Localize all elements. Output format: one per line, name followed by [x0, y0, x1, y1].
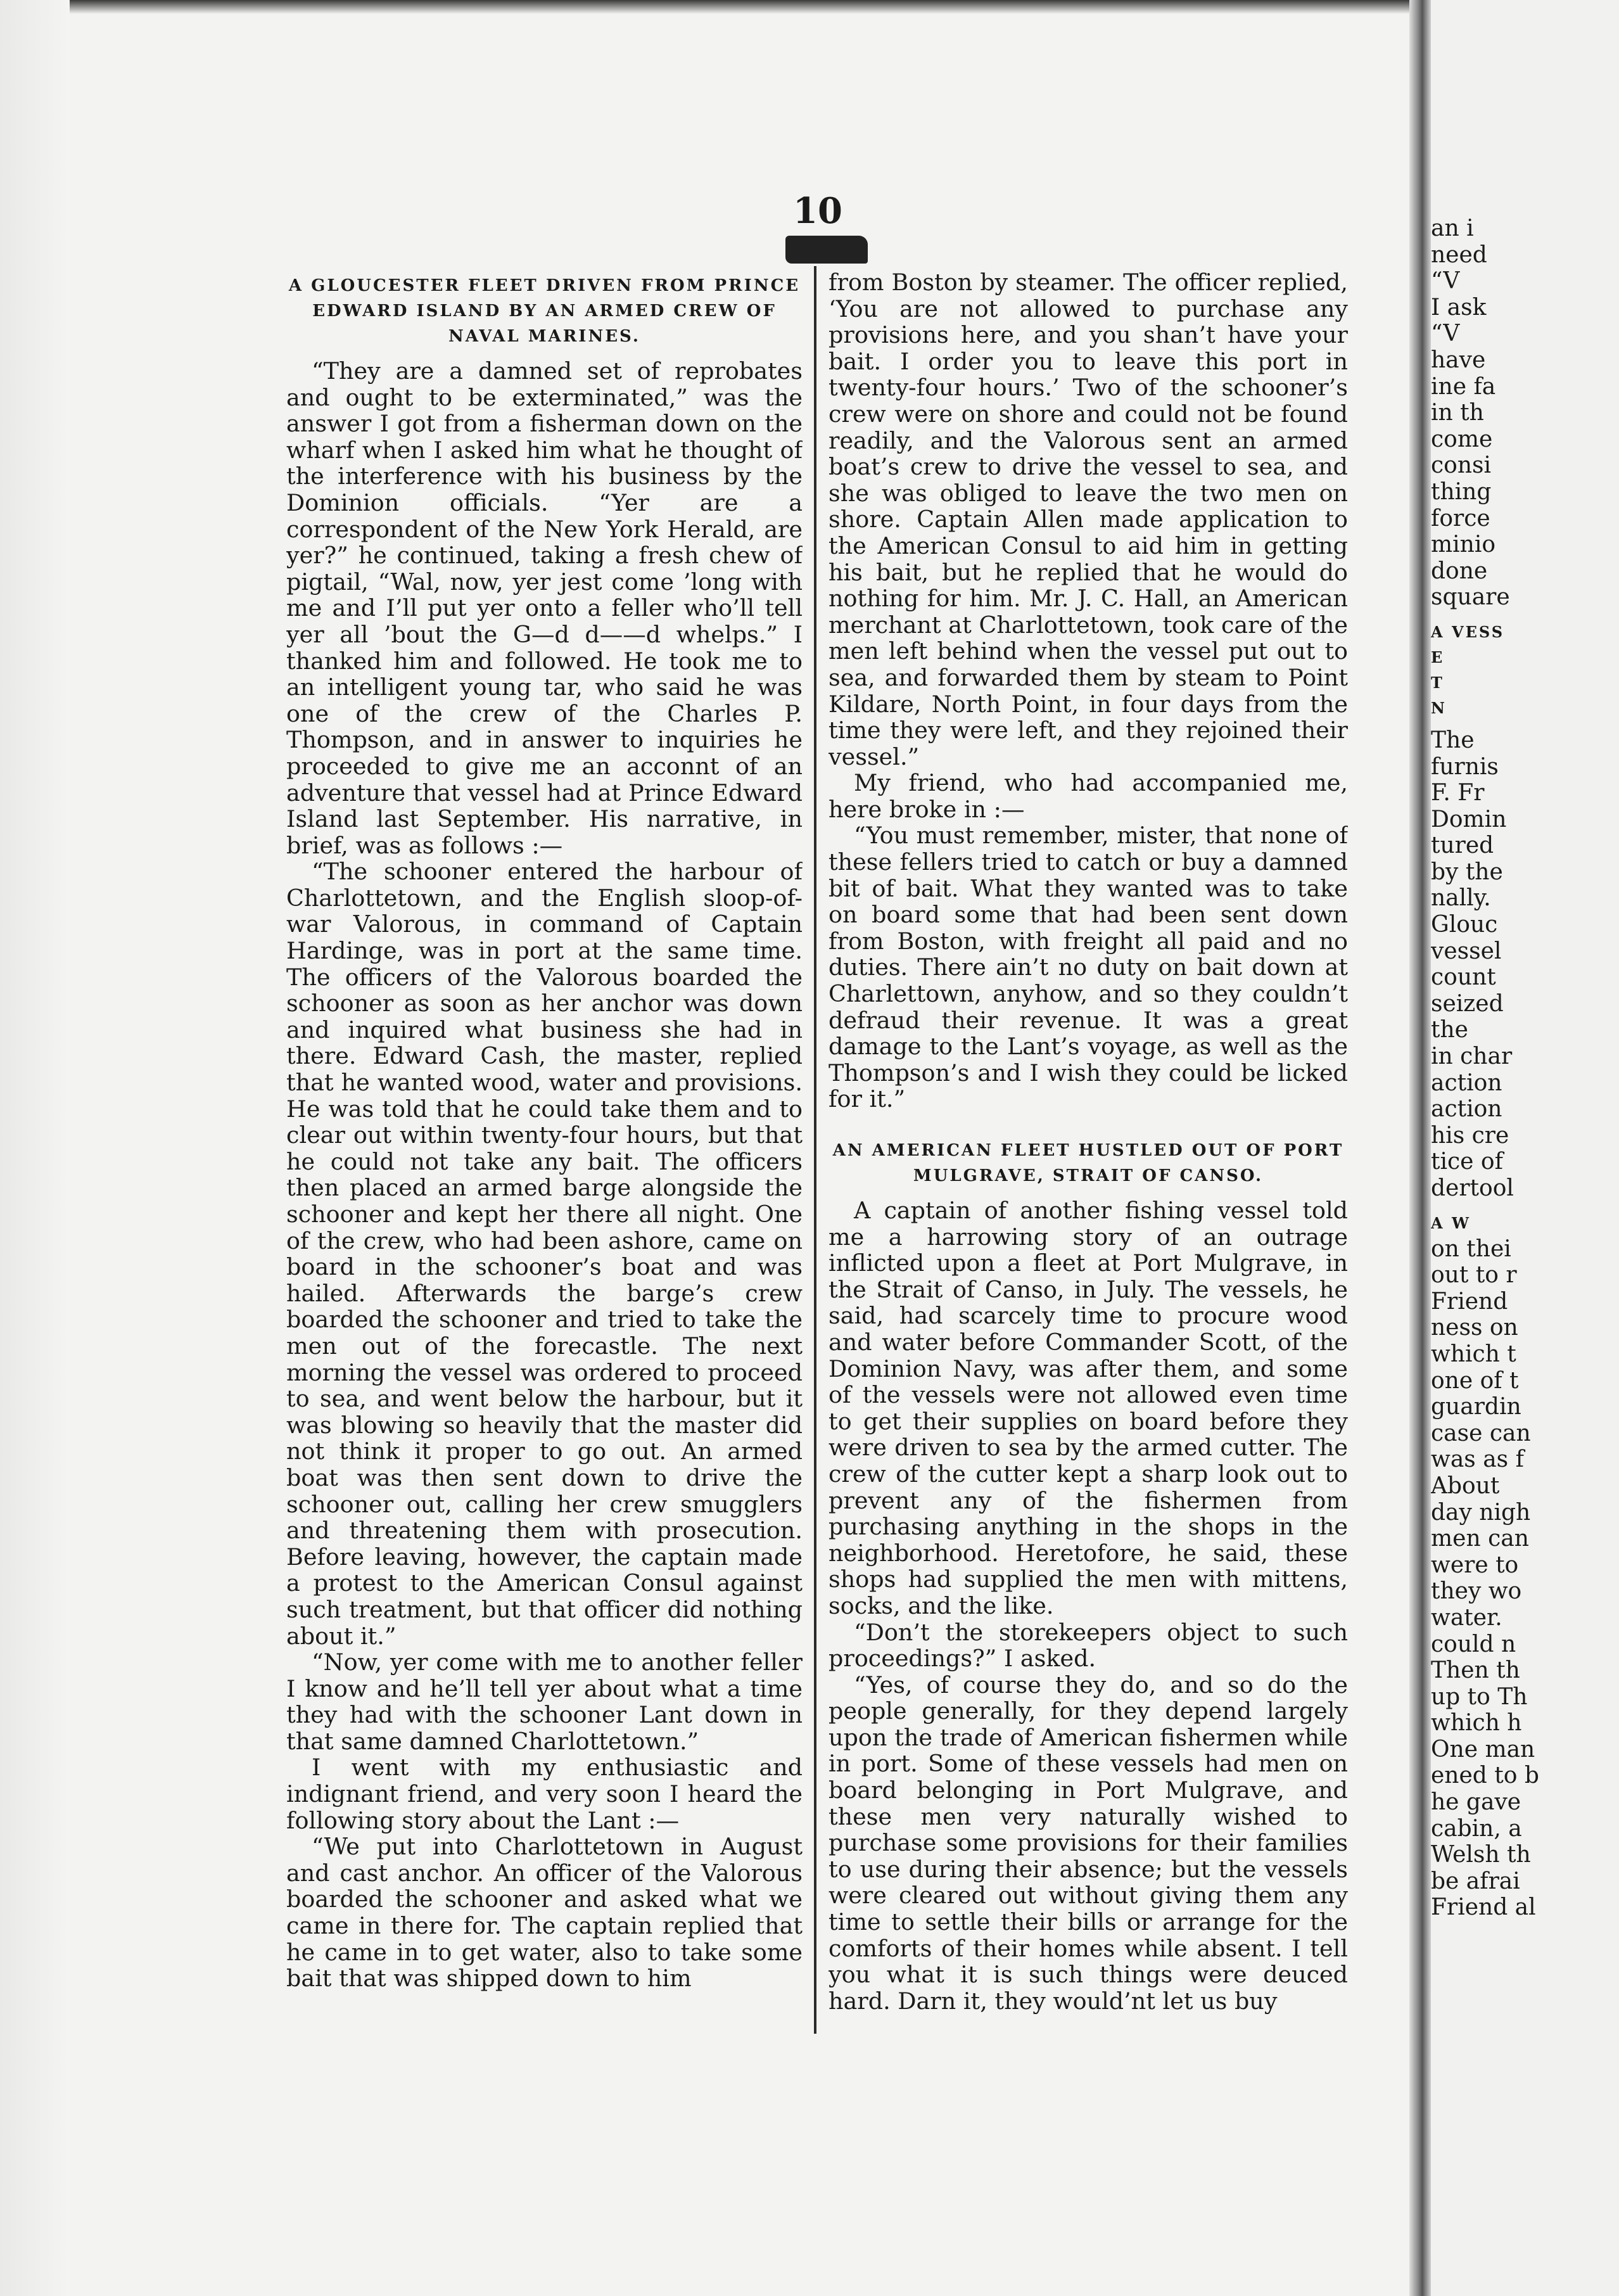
right-page-line: furnis [1431, 753, 1499, 780]
right-page-line: which t [1431, 1341, 1516, 1367]
right-page-line: guardin [1431, 1394, 1521, 1420]
right-page-line: consi [1431, 452, 1492, 479]
right-page-line: have [1431, 347, 1486, 373]
paragraph: A captain of another fishing vessel told me a harrowing story of an outrage inflicted upon a fleet at Port Mulgrave, in the Strait of Canso, in July. The vessels, he said, had scarcely time to procure wood and water before Commander Scott, of the Dominion Navy, was after them, and some of the vessels were not allowed even time to get their supplies on board before they were driven to sea by the armed cutter. The crew of the cutter kept a sharp look out to prevent any of the fishermen from purchasing anything in the shops in the neighborhood. Heretofore, he said, these shops had supplied the men with mittens, socks, and the like. [829, 1197, 1348, 1619]
right-page-line: square [1431, 584, 1510, 611]
right-page-line: Domin [1431, 806, 1507, 832]
scan-top-edge [0, 0, 1619, 14]
right-page-line: dertool [1431, 1175, 1514, 1201]
page-ornament [785, 236, 868, 264]
right-page-line: About [1431, 1472, 1500, 1499]
right-page-line: Welsh th [1431, 1842, 1531, 1868]
right-page-line: ine fa [1431, 373, 1496, 400]
book-gutter [1409, 0, 1431, 2296]
right-page-line: action [1431, 1096, 1502, 1123]
right-page-line: out to r [1431, 1262, 1517, 1289]
right-page-line: were to [1431, 1552, 1519, 1578]
middle-column [829, 269, 1348, 2014]
paragraph: “You must remember, mister, that none of these fellers tried to catch or buy a damned bit of bait. What they wanted was to take on board some that had been sent down from Boston, with freight all paid and no duties. There ain’t no duty on bait down at Charlettown, anyhow, and so they couldn’t defraud their revenue. It was a great damage to the Lant’s voyage, as well as the Thompson’s and I wish they could be licked for it.” [829, 822, 1348, 1113]
right-page-heading-line: A VESS [1431, 622, 1505, 641]
right-page-line: an i [1431, 215, 1474, 241]
right-page-line: ened to b [1431, 1763, 1539, 1789]
scan-left-margin [0, 0, 70, 2296]
right-page-line: I ask [1431, 294, 1487, 321]
paragraph: “They are a damned set of reprobates and ought to be exterminated,” was the answer I got from a fisherman down on the wharf when I asked him what he thought of the interference with his business by the Dominion officials. “Yer are a correspondent of the New York Herald, are yer?” he continued, taking a fresh chew of pigtail, “Wal, now, yer jest come ’long with me and I’ll put yer onto a feller who’ll tell yer all ’bout the G—d d——d whelps.” I thanked him and followed. He took me to an intelligent young tar, who said he was one of the crew of the Charles P. Thompson, and in answer to inquiries he proceeded to give me an acconnt of an adventure that vessel had at Prince Edward Island last September. His narrative, in brief, was as follows :— [286, 357, 803, 859]
paragraph: I went with my enthusiastic and indignant friend, and very soon I heard the following story about the Lant :— [286, 1754, 803, 1834]
right-page-line: force [1431, 505, 1490, 532]
right-page-heading: A W [1431, 1213, 1471, 1232]
column-rule [814, 266, 816, 2034]
right-page-line: Glouc [1431, 912, 1498, 938]
right-page-line: nally. [1431, 885, 1491, 912]
right-page-line: up to Th [1431, 1683, 1528, 1710]
right-page-line: which h [1431, 1710, 1522, 1737]
right-page-line: he gave [1431, 1789, 1521, 1816]
right-page-line: water. [1431, 1604, 1502, 1631]
right-page-line: “V [1431, 321, 1460, 347]
right-page-heading-line: E [1431, 647, 1445, 666]
left-column [286, 269, 803, 1992]
right-page-line: cabin, a [1431, 1815, 1522, 1842]
right-page-line: Friend al [1431, 1894, 1536, 1921]
right-page-line: could n [1431, 1631, 1516, 1657]
right-page-line: Then th [1431, 1657, 1520, 1684]
paragraph: “Now, yer come with me to another feller I know and he’ll tell yer about what a time they had with the schooner Lant down in that same damned Charlottetown.” [286, 1649, 803, 1755]
right-page-line: case can [1431, 1420, 1531, 1446]
right-page-line: The [1431, 727, 1475, 753]
right-page-line: day nigh [1431, 1499, 1531, 1526]
paragraph: “The schooner entered the harbour of Charlottetown, and the English sloop-of-war Valorous, in command of Captain Hardinge, was in port at the same time. The officers of the Valorous boarded the schooner as soon as her anchor was down and inquired what business she had in there. Edward Cash, the master, replied that he wanted wood, water and provisions. He was told that he could take them and to clear out within twenty-four hours, but that he could not take any bait. The officers then placed an armed barge alongside the schooner and kept her there all night. One of the crew, who had been ashore, came on board in the schooner’s boat and was hailed. Afterwards the barge’s crew boarded the schooner and tried to take the men out of the forecastle. The next morning the vessel was ordered to proceed to sea, and went below the harbour, but it was blowing so heavily that the master did not think it proper to go out. An armed boat was then sent down to drive the schooner out, calling her crew smugglers and threatening them with prosecution. Before leaving, however, the captain made a protest to the American Consul against such treatment, but that officer did nothing about it.” [286, 858, 803, 1650]
paragraph: My friend, who had accompanied me, here broke in :— [829, 769, 1348, 823]
paragraph: “We put into Charlottetown in August and cast anchor. An officer of the Valorous boarded the schooner and asked what we came in there for. The captain replied that he came in to get water, also to take some bait that was shipped down to him [286, 1833, 803, 1992]
right-page-line: tured [1431, 832, 1494, 859]
right-page-line: men can [1431, 1526, 1529, 1552]
right-page-line: thing [1431, 478, 1492, 505]
right-page-line: minio [1431, 532, 1496, 558]
right-page-line: tice of [1431, 1149, 1503, 1175]
right-page-line: be afrai [1431, 1868, 1520, 1894]
left-column-heading: A GLOUCESTER FLEET DRIVEN FROM PRINCE EDWARD ISLAND BY AN ARMED CREW OF NAVAL MARINES. [288, 276, 801, 346]
paragraph: “Don’t the storekeepers object to such proceedings?” I asked. [829, 1618, 1348, 1673]
right-page-heading-line: T [1431, 673, 1444, 692]
right-page-line: the [1431, 1017, 1468, 1043]
right-page-line: was as f [1431, 1446, 1524, 1473]
right-page-line: Friend [1431, 1288, 1508, 1315]
right-page-line: ness on [1431, 1315, 1518, 1341]
adjacent-page-fragment [1431, 0, 1619, 2296]
right-page-line: action [1431, 1069, 1502, 1096]
right-page-line: his cre [1431, 1122, 1509, 1149]
right-page-line: vessel [1431, 938, 1502, 964]
right-page-line: in th [1431, 400, 1484, 426]
right-page-line: need [1431, 241, 1487, 268]
right-page-line: by the [1431, 858, 1503, 885]
middle-column-heading: AN AMERICAN FLEET HUSTLED OUT OF PORT MULGRAVE, STRAIT OF CANSO. [832, 1141, 1344, 1185]
right-page-line: come [1431, 426, 1493, 452]
right-page-line: in char [1431, 1043, 1513, 1070]
right-page-line: seized [1431, 990, 1504, 1017]
right-page-line: “V [1431, 268, 1460, 295]
right-page-line: F. Fr [1431, 780, 1485, 807]
right-page-line: done [1431, 558, 1488, 584]
right-page-heading-line: N [1431, 698, 1447, 717]
right-page-line: One man [1431, 1736, 1535, 1763]
right-page-line: on thei [1431, 1235, 1511, 1262]
right-page-line: count [1431, 964, 1496, 991]
page-number: 10 [793, 190, 842, 232]
paragraph: “Yes, of course they do, and so do the people generally, for they depend largely upon the trade of American fishermen while in port. Some of these vessels had men on board belonging in Port Mulgrave, and these men very naturally wished to purchase some provisions for their families to use during their absence; but the vessels were cleared out without giving them any time to settle their bills or arrange for the comforts of their homes while absent. I tell you what it is such things were deuced hard. Darn it, they would’nt let us buy [829, 1671, 1348, 2015]
right-page-line: one of t [1431, 1367, 1519, 1394]
right-page-text [1431, 215, 1619, 1921]
paragraph: from Boston by steamer. The officer replied, ‘You are not allowed to purchase any provisions here, and you shan’t have your bait. I order you to leave this port in twenty-four hours.’ Two of the schooner’s crew were on shore and could not be found readily, and the Valorous sent an armed boat’s crew to drive the vessel to sea, and she was obliged to leave the two men on shore. Captain Allen made application to the American Consul to aid him in getting his bait, but he replied that he would do nothing for him. Mr. J. C. Hall, an American merchant at Charlottetown, took care of the men left behind when the vessel put out to sea, and forwarded them by steam to Point Kildare, North Point, in four days from the time they were left, and they rejoined their vessel.” [829, 269, 1348, 770]
right-page-line: they wo [1431, 1578, 1522, 1605]
